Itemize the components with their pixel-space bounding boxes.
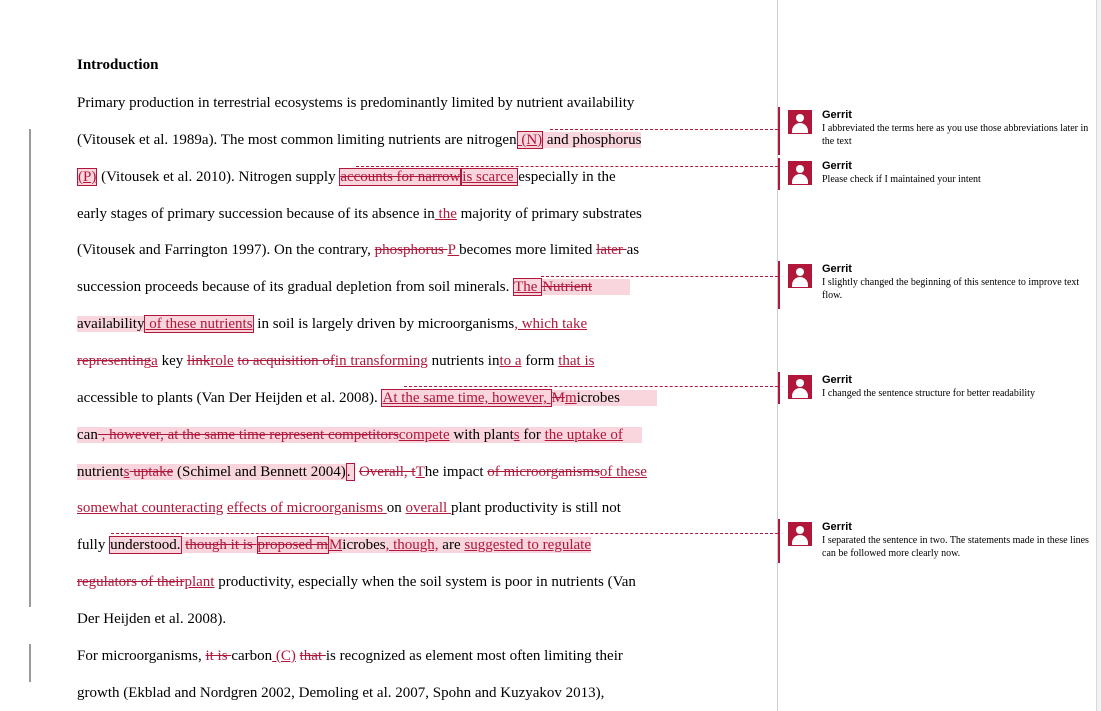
insertion: s <box>513 427 520 443</box>
insertion: the <box>434 206 457 222</box>
insertion: s <box>123 464 130 480</box>
insertion: compete <box>398 427 450 443</box>
deletion: to acquisition of <box>237 353 335 369</box>
text-run <box>592 279 630 295</box>
deletion: though it is <box>185 537 257 553</box>
text-run: and phosphorus <box>543 132 642 148</box>
text-line[interactable] <box>77 572 636 592</box>
insertion: in transforming <box>334 353 428 369</box>
comment-marker <box>778 158 780 190</box>
comment-connector <box>404 386 778 387</box>
insertion: (C) <box>272 648 296 664</box>
text-run: availability <box>77 316 145 332</box>
text-run: . <box>346 464 355 480</box>
section-heading: Introduction <box>77 57 159 73</box>
text-run: carbon <box>231 648 273 664</box>
text-line[interactable] <box>77 167 616 187</box>
deletion: of microorganisms <box>487 464 600 480</box>
text-run: Der Heijden et al. 2008). <box>77 611 227 627</box>
comment-text[interactable]: I abbreviated the terms here as you use those abbreviations later in the text <box>822 123 1089 147</box>
insertion: (N) <box>517 132 543 148</box>
insertion: is scarce <box>462 169 518 185</box>
comment[interactable] <box>778 519 1094 563</box>
text-run: becomes more limited <box>459 242 597 258</box>
text-line[interactable] <box>77 130 641 150</box>
insertion: (P) <box>78 169 97 185</box>
comment-connector <box>550 129 778 130</box>
comment-marker <box>778 372 780 404</box>
insertion: the uptake of <box>544 427 623 443</box>
text-line[interactable] <box>77 314 587 334</box>
comment-text[interactable]: I separated the sentence in two. The statements made in these lines can be followed more clearly now. <box>822 535 1089 559</box>
text-run: (Vitousek and Farrington 1997). On the contrary, <box>77 242 375 258</box>
text-line[interactable] <box>77 535 591 555</box>
insertion: overall <box>405 500 451 516</box>
comment-author: Gerrit <box>822 109 852 121</box>
comment[interactable] <box>778 261 1094 301</box>
insertion: T <box>415 464 425 480</box>
insertion: suggested to regulate <box>464 537 591 553</box>
deletion: it is <box>205 648 232 664</box>
text-line[interactable] <box>77 204 642 224</box>
insertion: , though, <box>385 537 439 553</box>
user-avatar-icon <box>788 110 812 134</box>
deletion: link <box>186 353 211 369</box>
text-run: (Vitousek et al. 1989a). The most common limiting nutrients are nitrogen <box>77 132 517 148</box>
insertion: M <box>328 537 343 553</box>
insertion: The <box>514 279 542 295</box>
comment-connector <box>356 166 778 167</box>
insertion: plant <box>184 574 215 590</box>
text-run: early stages of primary succession because of its absence in <box>77 206 435 222</box>
change-bar <box>29 644 31 682</box>
comment-marker <box>778 261 780 309</box>
deletion: proposed m <box>257 537 328 553</box>
comment[interactable] <box>778 372 1094 402</box>
comment-author: Gerrit <box>822 160 852 172</box>
insertion: P <box>447 242 460 258</box>
text-line[interactable] <box>77 683 604 703</box>
user-avatar-icon <box>788 264 812 288</box>
text-run: can <box>77 427 98 443</box>
text-line[interactable] <box>77 609 226 629</box>
deletion: later <box>596 242 627 258</box>
insertion: a <box>151 353 158 369</box>
text-line[interactable] <box>77 240 639 260</box>
comment-author: Gerrit <box>822 374 852 386</box>
text-run: he impact <box>424 464 488 480</box>
text-run: accessible to plants (Van Der Heijden et al. 2008). <box>77 390 382 406</box>
text-line[interactable] <box>77 646 623 666</box>
deletion: M <box>551 390 565 406</box>
text-run: as <box>626 242 640 258</box>
deletion: regulators of their <box>77 574 185 590</box>
text-run: icrobes <box>342 537 386 553</box>
deletion: that <box>299 648 326 664</box>
text-run: form <box>521 353 559 369</box>
text-run: with plant <box>449 427 514 443</box>
comment-author: Gerrit <box>822 263 852 275</box>
insertion: somewhat counteracting <box>77 500 224 516</box>
comment[interactable] <box>778 158 1094 188</box>
deletion: accounts for narrow <box>340 169 461 185</box>
comment-text[interactable]: I changed the sentence structure for better readability <box>822 388 1035 399</box>
deletion: Overall, t <box>358 464 416 480</box>
text-run: in soil is largely driven by microorganisms <box>253 316 515 332</box>
text-run: Primary production in terrestrial ecosystems is predominantly limited by nutrient availability <box>77 95 635 111</box>
text-run: on <box>386 500 406 516</box>
text-run: icrobes <box>576 390 620 406</box>
user-avatar-icon <box>788 522 812 546</box>
insertion: of these <box>599 464 647 480</box>
text-line[interactable] <box>77 498 621 518</box>
vertical-scrollbar[interactable] <box>1096 0 1101 711</box>
deletion: phosphorus <box>374 242 448 258</box>
insertion: At the same time, however, <box>382 390 551 406</box>
text-run: for <box>519 427 545 443</box>
change-bar <box>29 129 31 607</box>
text-line[interactable] <box>77 277 630 297</box>
insertion: role <box>210 353 234 369</box>
comment-text[interactable]: Please check if I maintained your intent <box>822 174 981 185</box>
text-line[interactable] <box>77 425 642 445</box>
insertion: of these nutrients <box>145 316 253 332</box>
text-run: fully <box>77 537 110 553</box>
deletion: representing <box>77 353 152 369</box>
text-line[interactable] <box>77 462 647 482</box>
comment-author: Gerrit <box>822 521 852 533</box>
text-run: plant productivity is still not <box>450 500 621 516</box>
text-line[interactable] <box>77 388 657 408</box>
text-run: nutrients in <box>427 353 500 369</box>
insertion: effects of microorganisms <box>226 500 387 516</box>
text-run: growth (Ekblad and Nordgren 2002, Demoling et al. 2007, Spohn and Kuzyakov 2013), <box>77 685 605 701</box>
comment-connector <box>541 276 778 277</box>
deletion: , however, at the same time represent competitors <box>97 427 399 443</box>
insertion: , which take <box>514 316 588 332</box>
comment-marker <box>778 107 780 155</box>
text-run: understood. <box>110 537 181 553</box>
text-run: majority of primary substrates <box>456 206 642 222</box>
text-run: productivity, especially when the soil system is poor in nutrients (Van <box>214 574 636 590</box>
text-run <box>620 390 658 406</box>
insertion: that is <box>558 353 595 369</box>
text-run: For microorganisms, <box>77 648 206 664</box>
comment[interactable] <box>778 107 1094 147</box>
deletion: uptake <box>129 464 174 480</box>
user-avatar-icon <box>788 161 812 185</box>
deletion: Nutrient <box>542 279 593 295</box>
text-line[interactable] <box>77 351 594 371</box>
text-run: especially in the <box>518 169 616 185</box>
text-run <box>623 427 642 443</box>
insertion: to a <box>499 353 522 369</box>
text-run: (Schimel and Bennett 2004) <box>173 464 346 480</box>
comment-marker <box>778 519 780 563</box>
text-run: nutrient <box>77 464 124 480</box>
text-run: is recognized as element most often limiting their <box>325 648 623 664</box>
comment-text[interactable]: I slightly changed the beginning of this sentence to improve text flow. <box>822 277 1080 301</box>
text-run: succession proceeds because of its gradual depletion from soil minerals. <box>77 279 514 295</box>
text-run: (Vitousek et al. 2010). Nitrogen supply <box>97 169 340 185</box>
text-line[interactable] <box>77 93 634 113</box>
user-avatar-icon <box>788 375 812 399</box>
text-run: are <box>438 537 465 553</box>
text-run: key <box>157 353 187 369</box>
comment-connector <box>111 533 778 534</box>
insertion: m <box>564 390 577 406</box>
